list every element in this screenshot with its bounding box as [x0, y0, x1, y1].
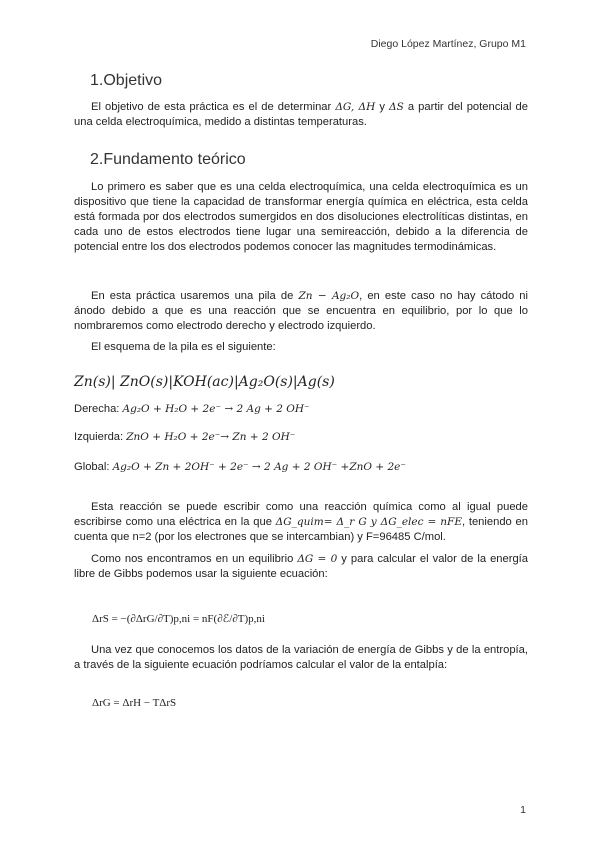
text: En esta práctica usaremos una pila de: [91, 290, 299, 302]
paragraph-text: Una vez que conocemos los datos de la variación de energía de Gibbs y de la entropía, a través de la siguiente ecuación podríamos calcular el valor de la entalpía:: [74, 644, 528, 671]
paragraph-entalpia: [74, 643, 528, 673]
math-delta-h: ΔH: [358, 101, 376, 113]
equation-gibbs: ΔrG = ΔrH − TΔrS: [92, 697, 177, 709]
paragraph-esquema: [74, 340, 528, 355]
math-equation: Ag₂O + Zn + 2OH⁻ + 2e⁻ → 2 Ag + 2 OH⁻ +ZnO + 2e⁻: [112, 461, 406, 473]
math-delta-g-zero: ΔG = 0: [297, 553, 338, 565]
math-delta-s: ΔS: [389, 101, 404, 113]
math-delta-g: ΔG,: [335, 101, 359, 113]
text: y para calcular el valor de la energía libre de Gibbs podemos usar la siguiente ecuación:: [74, 553, 529, 580]
text: Esta reacción se puede escribir como una reacción química como al igual puede escribirse como una eléctrica en la que: [74, 501, 528, 528]
section-title-objetivo: 1.Objetivo: [90, 72, 163, 89]
paragraph-equilibrio: [74, 552, 528, 582]
page-number: 1: [520, 804, 526, 816]
label: Derecha:: [74, 403, 123, 415]
section-title-fundamento: 2.Fundamento teórico: [90, 151, 246, 168]
math-equation: Ag₂O + H₂O + 2e⁻ → 2 Ag + 2 OH⁻: [122, 403, 310, 415]
text: , en este caso no hay cátodo ni ánodo debido a que es una reacción que se encuentra en equilibrio, por lo que lo nombraremos como electrodo derecho y electrodo izquierdo.: [74, 290, 529, 332]
page-header-author: Diego López Martínez, Grupo M1: [370, 38, 526, 50]
text: , teniendo en cuenta que n=2 (por los electrones que se intercambian) y F=96485 C/mol.: [74, 516, 528, 543]
paragraph-text: Lo primero es saber que es una celda electroquímica, una celda electroquímica es un dispositivo que tiene la capacidad de transformar energía química en eléctrica, esta celda está formada por dos electrodos sumergidos en dos disoluciones electrolíticas distintas, en cada uno de estos electrodos tiene lugar una semireacción, debido a la diferencia de potencial entre los dos electrodos podemos conocer las magnitudes termodinámicas.: [74, 181, 528, 253]
paragraph-intro: [74, 180, 528, 255]
math-zn-ag2o: Zn − Ag₂O: [298, 290, 360, 302]
paragraph-reaccion: [74, 500, 528, 545]
paragraph-text: El esquema de la pila es el siguiente:: [91, 341, 276, 353]
paragraph-objetivo: [74, 100, 528, 130]
text: El objetivo de esta práctica es el de determinar: [91, 101, 336, 113]
equation-izquierda: [74, 431, 295, 443]
label: Global:: [74, 461, 113, 473]
equation-derecha: [74, 403, 310, 415]
cell-notation: Zn(s)| ZnO(s)|KOH(ac)|Ag₂O(s)|Ag(s): [74, 374, 335, 390]
equation-entropia: ΔrS = −(∂ΔrG/∂T)p,ni = nF(∂ℰ/∂T)p,ni: [92, 613, 265, 625]
label: Izquierda:: [74, 431, 127, 443]
math-equation: ZnO + H₂O + 2e⁻→ Zn + 2 OH⁻: [126, 431, 296, 443]
text: a partir del potencial de una celda electroquímica, medido a distintas temperaturas.: [74, 101, 529, 128]
equation-global: [74, 461, 406, 473]
paragraph-pila: [74, 289, 528, 334]
math-delta-g-relations: ΔG_quim= Δ_r G y ΔG_elec = nFE: [275, 516, 462, 528]
text: y: [375, 101, 390, 113]
text: Como nos encontramos en un equilibrio: [91, 553, 298, 565]
